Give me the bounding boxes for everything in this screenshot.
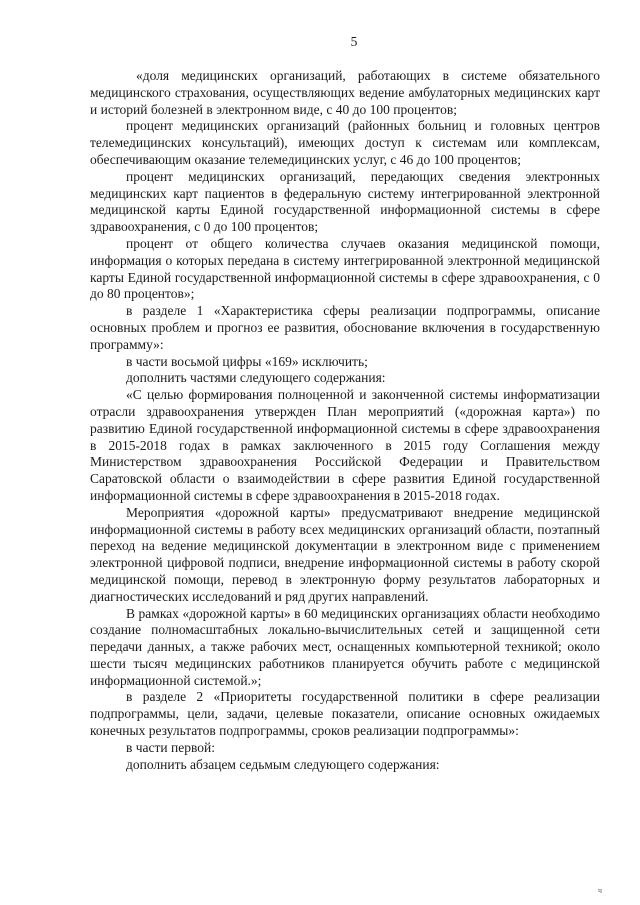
paragraph: в разделе 1 «Характеристика сферы реализации подпрограммы, описание основных проблем и прогноз ее развития, обоснование включения в государственную программу»:	[90, 303, 600, 352]
paragraph: процент медицинских организаций, передающих сведения электронных медицинских карт пациентов в федеральную систему интегрированной электронной медицинской карты Единой государственной информационной системы в сфере здравоохранения, с 0 до 100 процентов;	[90, 168, 600, 235]
page-number: 5	[350, 34, 358, 49]
paragraph: дополнить частями следующего содержания:	[126, 370, 386, 386]
paragraph: дополнить абзацем седьмым следующего содержания:	[126, 756, 440, 772]
paragraph: Мероприятия «дорожной карты» предусматривают внедрение медицинской информационной системы в работу всех медицинских организаций области, поэтапный переход на ведение медицинской документации в электронном виде с применением электронной цифровой подписи, внедрение информационной системы в работу скорой медицинской помощи, перевод в электронную форму результатов лабораторных и диагностических исследований и ряд других направлений.	[90, 504, 600, 604]
scan-mark: ч	[597, 886, 602, 895]
paragraph: «С целью формирования полноценной и законченной системы информатизации отрасли здравоохранения утвержден План мероприятий («дорожная карта») по развитию Единой государственной информационной системы в сфере здравоохранения в 2015-2018 годах в рамках заключенного в 2015 году Соглашения между Министерством здравоохранения Российской Федерации и Правительством Саратовской области о взаимодействии в сфере развития Единой государственной информационной системы в сфере здравоохранения в 2015-2018 годах.	[90, 387, 600, 503]
paragraph: процент медицинских организаций (районных больниц и головных центров телемедицинских консультаций), имеющих доступ к системам или комплексам, обеспечивающим оказание телемедицинских услуг, с 46 до 100 процентов;	[90, 118, 600, 167]
paragraph: в разделе 2 «Приоритеты государственной политики в сфере реализации подпрограммы, цели, задачи, целевые показатели, описание основных ожидаемых конечных результатов подпрограммы, сроков реализации подпрограммы»:	[90, 689, 600, 739]
paragraph: в части восьмой цифры «169» исключить;	[126, 353, 368, 369]
paragraph: в части первой:	[126, 739, 215, 755]
paragraph: «доля медицинских организаций, работающих в системе обязательного медицинского страхования, осуществляющих ведение амбулаторных медицинских карт и историй болезней в электронном виде, с 40 до 100 процентов;	[90, 68, 600, 117]
paragraph: процент от общего количества случаев оказания медицинской помощи, информация о которых передана в систему интегрированной электронной медицинской карты Единой государственной информационной системы в сфере здравоохранения, с 0 до 80 процентов»;	[90, 235, 600, 302]
paragraph: В рамках «дорожной карты» в 60 медицинских организациях области необходимо создание полномасштабных локально-вычислительных сетей и защищенной сети передачи данных, а также рабочих мест, оснащенных компьютерной техникой; около шести тысяч медицинских работников планируется обучить работе с медицинской информационной системой.»;	[90, 605, 600, 688]
